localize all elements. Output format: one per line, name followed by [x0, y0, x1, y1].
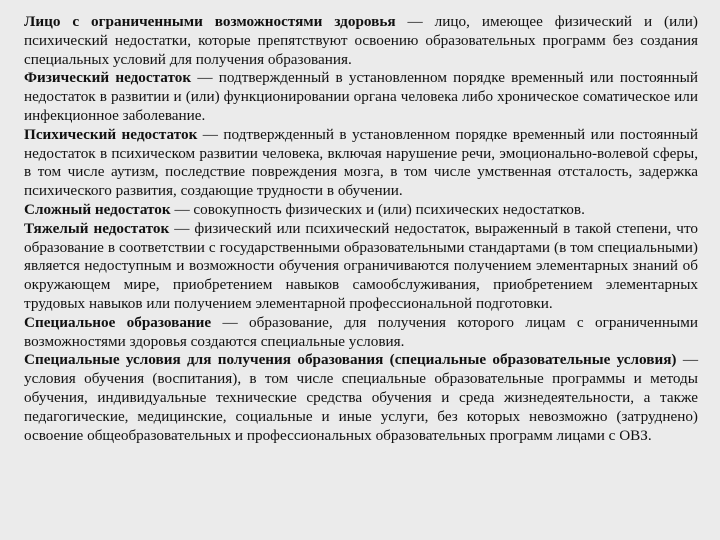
definition-text: — подтвержденный в установленном порядке временный или постоянный недостаток в развитии и (или) функционировании органа человека либо хроническое соматическое или инфекционное заболевание. [24, 69, 698, 124]
definition-text: — образование, для получения которого лицам с ограниченными возможностями здоровья создаются специальные условия. [24, 313, 698, 350]
definitions-list [24, 13, 698, 445]
definition-term: Тяжелый недостаток [24, 219, 170, 237]
definition-text: — подтвержденный в установленном порядке временный или постоянный недостаток в психическом развитии человека, включая нарушение речи, эмоционально-волевой сферы, в том числе аутизм, последствие повреждения мозга, в том числе умственная отсталость, задержка психического развития, создающие трудности в обучении. [24, 125, 698, 200]
definition-physical-deficiency [24, 69, 698, 125]
definition-term: Сложный недостаток [24, 200, 171, 218]
definition-term: Специальные условия для получения образования (специальные образовательные условия) [24, 351, 677, 369]
definition-mental-deficiency [24, 126, 698, 201]
definition-term: Физический недостаток [24, 69, 192, 87]
definition-text: — лицо, имеющее физический и (или) психический недостатки, которые препятствуют освоению образовательных программ без создания специальных условий для получения образования. [24, 13, 698, 68]
definition-complex-deficiency [24, 201, 698, 220]
definition-disabled-person [24, 13, 698, 69]
definition-term: Психический недостаток [24, 125, 198, 143]
definition-special-conditions [24, 351, 698, 445]
definition-text: — условия обучения (воспитания), в том числе специальные образовательные программы и методы обучения, индивидуальные технические средства обучения и среда жизнедеятельности, а также педагогические, медицинские, социальные и иные услуги, без которых невозможно (затруднено) освоение общеобразовательных и профессиональных образовательных программ лицами с ОВЗ. [24, 351, 699, 444]
definition-term: Специальное образование [24, 313, 212, 331]
definition-term: Лицо с ограниченными возможностями здоровья [24, 13, 396, 30]
definition-special-education [24, 314, 698, 352]
definition-text: — совокупность физических и (или) психических недостатков. [170, 200, 585, 218]
definition-severe-deficiency [24, 220, 698, 314]
definition-text: — физический или психический недостаток, выраженный в такой степени, что образование в соответствии с государственными образовательными стандартами (в том специальными) является недоступным и возможности обучения ограничиваются получением элементарных знаний об окружающем мире, приобретением навыков самообслуживания, приобретением элементарных трудовых навыков или получением элементарной профессиональной подготовки. [24, 219, 698, 312]
